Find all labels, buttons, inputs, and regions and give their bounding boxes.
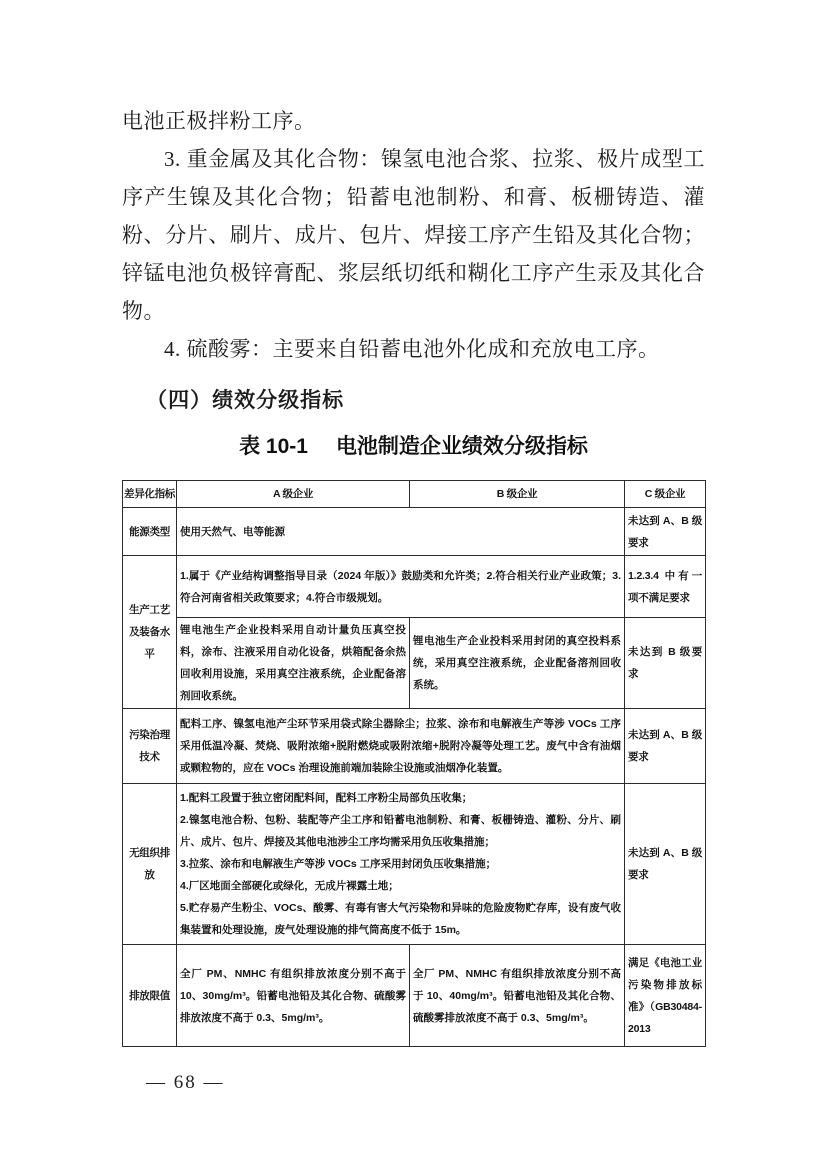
energy-label: 能源类型 [123,508,177,556]
process-b-cell: 锂电池生产企业投料采用封闭的真空投料系统，采用真空注液系统，企业配备溶剂回收系统。 [410,618,625,709]
process-c-cell: 未达到 B 级要求 [625,618,706,709]
pollution-c-cell: 未达到 A、B 级要求 [625,709,706,784]
header-grade-a: A 级企业 [177,481,410,508]
energy-ab-cell: 使用天然气、电等能源 [177,508,625,556]
process-policy-ab-cell: 1.属于《产业结构调整指导目录（2024 年版）》鼓励类和允许类；2.符合相关行业产业政策；3.符合河南省相关政策要求；4.符合市级规划。 [177,556,625,618]
header-grade-c: C 级企业 [625,481,706,508]
row-pollution-control [123,709,706,784]
row-energy-type [123,508,706,556]
fugitive-item-3: 3.拉浆、涂布和电解液生产等涉 VOCs 工序采用封闭负压收集措施； [180,858,497,870]
fugitive-item-4: 4.厂区地面全部硬化或绿化，无成片裸露土地； [180,880,399,892]
row-process-equipment [123,618,706,709]
pollution-label: 污染治理技术 [123,709,177,784]
performance-grading-table [122,480,706,1047]
paragraph-heavy-metals: 3. 重金属及其化合物：镍氢电池合浆、拉浆、极片成型工序产生镍及其化合物；铅蓄电池制粉、和膏、板栅铸造、灌粉、分片、刷片、成片、包片、焊接工序产生铅及其化合物；锌锰电池负极锌膏配、浆层纸切纸和糊化工序产生汞及其化合物。 [122,147,705,323]
page-number: — 68 — [146,1072,225,1093]
section-heading: （四）绩效分级指标 [146,388,345,412]
body-text [122,102,705,368]
process-policy-c-cell: 1.2.3.4 中有一项不满足要求 [625,556,706,618]
limits-a-cell: 全厂 PM、NMHC 有组织排放浓度分别不高于 10、30mg/m³。铅蓄电池铅及其化合物、硫酸雾排放浓度不高于 0.3、5mg/m³。 [177,945,410,1047]
header-grade-b: B 级企业 [410,481,625,508]
paragraph-continuation: 电池正极拌粉工序。 [122,109,316,133]
table-title-text: 电池制造企业绩效分级指标 [335,435,588,458]
page-content [122,102,705,1047]
limits-c-cell: 满足《电池工业污染物排放标准》（GB30484-2013 [625,945,706,1047]
fugitive-item-2: 2.镍氢电池合粉、包粉、装配等产尘工序和铅蓄电池制粉、和膏、板栅铸造、灌粉、分片、刷片、成片、包片、焊接及其他电池涉尘工序均需采用负压收集措施； [180,814,621,848]
table-header-row [123,481,706,508]
fugitive-c-cell: 未达到 A、B 级要求 [625,784,706,945]
pollution-ab-cell: 配料工序、镍氢电池产尘环节采用袋式除尘器除尘；拉浆、涂布和电解液生产等涉 VOCs 工序采用低温冷凝、焚烧、吸附浓缩+脱附燃烧或吸附浓缩+脱附冷凝等处理工艺。废气中含有油烟或颗粒物的，应在 VOCs 治理设施前端加装除尘设施或油烟净化装置。 [177,709,625,784]
fugitive-item-1: 1.配料工段置于独立密闭配料间，配料工序粉尘局部负压收集； [180,792,473,804]
limits-b-cell: 全厂 PM、NMHC 有组织排放浓度分别不高于 10、40mg/m³。铅蓄电池铅及其化合物、硫酸雾排放浓度不高于 0.3、5mg/m³。 [410,945,625,1047]
paragraph-sulfuric-mist: 4. 硫酸雾：主要来自铅蓄电池外化成和充放电工序。 [164,337,660,361]
row-emission-limits [123,945,706,1047]
table-title [122,432,705,462]
row-fugitive-emissions [123,784,706,945]
limits-label: 排放限值 [123,945,177,1047]
fugitive-ab-cell [177,784,625,945]
process-a-cell: 锂电池生产企业投料采用自动计量负压真空投料，涂布、注液采用自动化设备，烘箱配备余热回收利用设施，采用真空注液系统，企业配备溶剂回收系统。 [177,618,410,709]
row-process-policy [123,556,706,618]
table-number: 表 10-1 [239,435,308,458]
fugitive-item-5: 5.贮存易产生粉尘、VOCs、酸雾、有毒有害大气污染物和异味的危险废物贮存库，设有废气收集装置和处理设施，废气处理设施的排气筒高度不低于 15m。 [180,902,621,936]
header-indicator: 差异化指标 [123,481,177,508]
process-label: 生产工艺及装备水平 [123,556,177,709]
energy-c-cell: 未达到 A、B 级要求 [625,508,706,556]
fugitive-label: 无组织排放 [123,784,177,945]
